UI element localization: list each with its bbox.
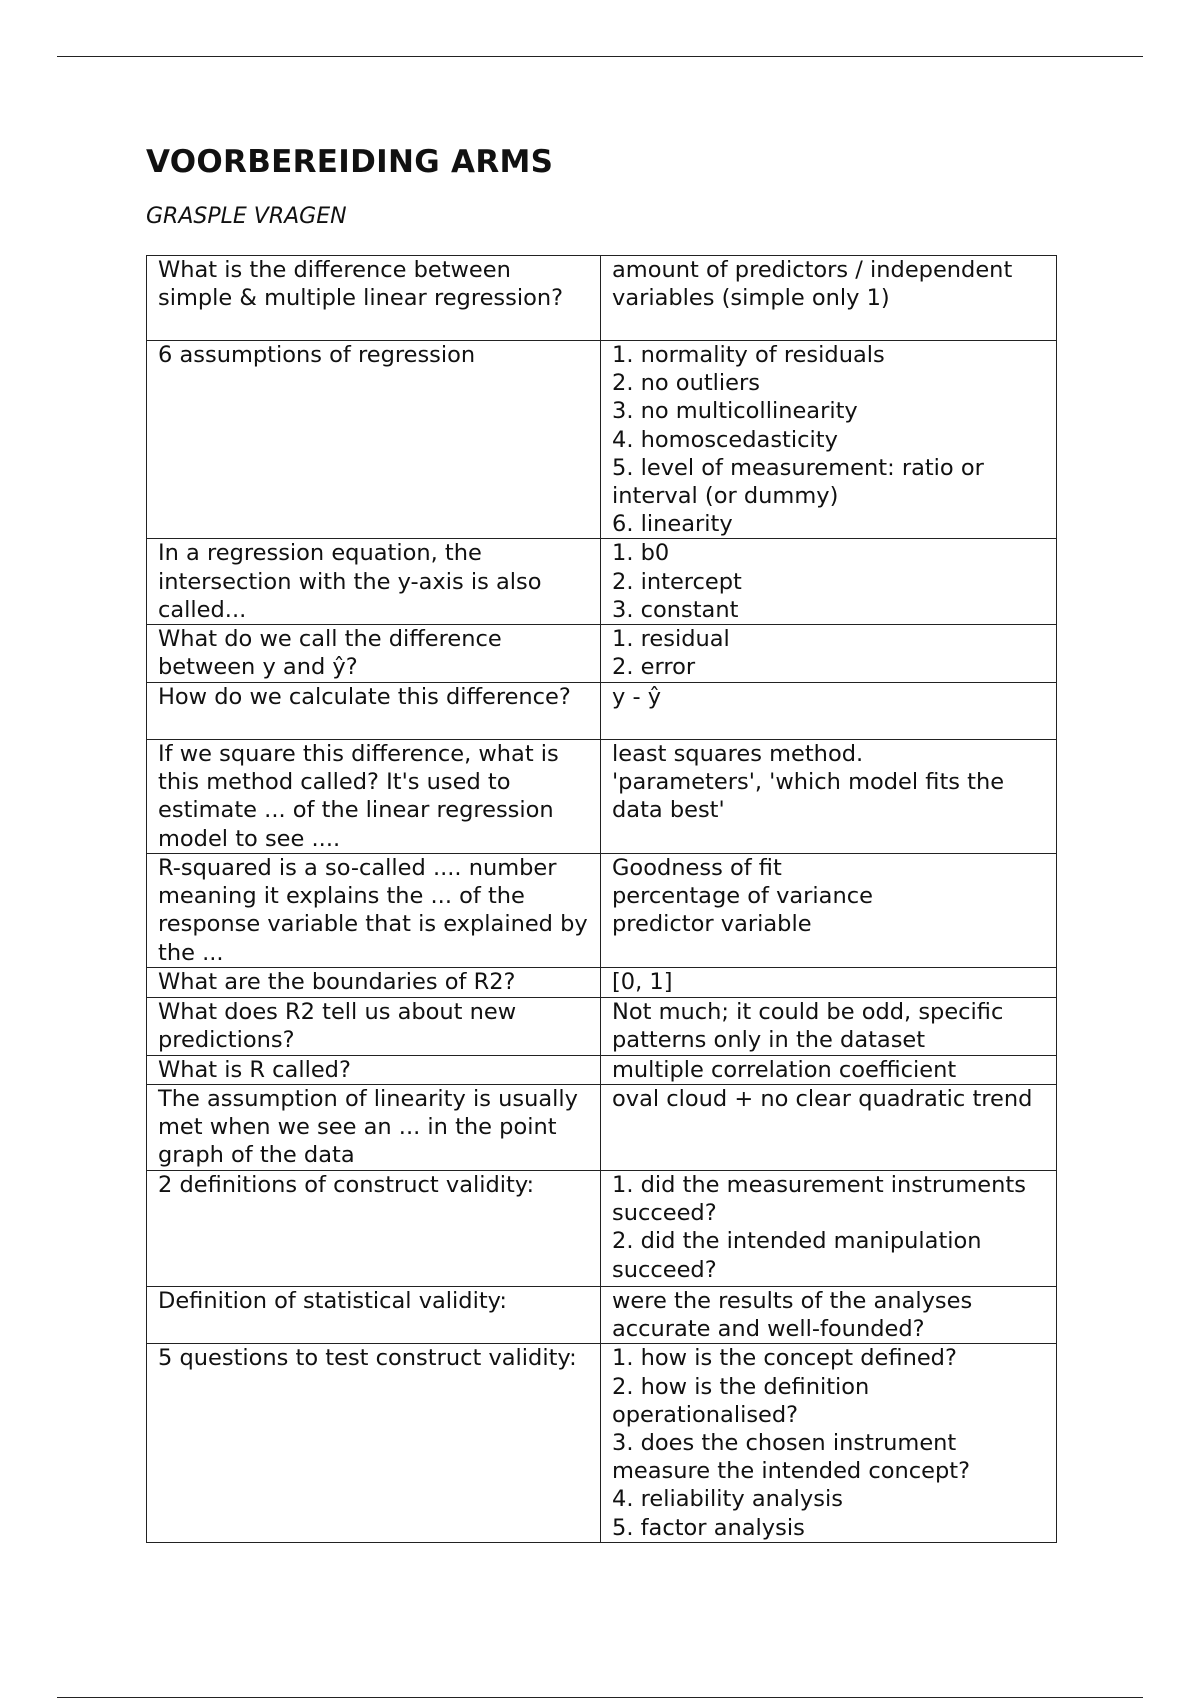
answer-cell: multiple correlation coefficient bbox=[601, 1055, 1057, 1084]
answer-cell: 1. normality of residuals 2. no outliers 3. no multicollinearity 4. homoscedasticity 5. level of measurement: ratio or interval (or dummy) 6. linearity bbox=[601, 341, 1057, 539]
table-row bbox=[147, 256, 1057, 341]
table-row bbox=[147, 854, 1057, 968]
question-cell: How do we calculate this difference? bbox=[147, 683, 601, 740]
question-cell: If we square this difference, what is this method called? It's used to estimate ... of the linear regression model to see .... bbox=[147, 740, 601, 854]
question-cell: 5 questions to test construct validity: bbox=[147, 1344, 601, 1543]
question-cell: What are the boundaries of R2? bbox=[147, 967, 601, 997]
table-row bbox=[147, 967, 1057, 997]
answer-cell: least squares method. 'parameters', 'which model fits the data best' bbox=[601, 740, 1057, 854]
table-row bbox=[147, 539, 1057, 625]
answer-cell: oval cloud + no clear quadratic trend bbox=[601, 1085, 1057, 1171]
table-row bbox=[147, 1171, 1057, 1287]
answer-cell: were the results of the analyses accurate and well-founded? bbox=[601, 1287, 1057, 1344]
question-cell: The assumption of linearity is usually met when we see an ... in the point graph of the data bbox=[147, 1085, 601, 1171]
question-cell: 2 definitions of construct validity: bbox=[147, 1171, 601, 1287]
answer-cell: Goodness of fit percentage of variance predictor variable bbox=[601, 854, 1057, 968]
table-row bbox=[147, 997, 1057, 1055]
table-row bbox=[147, 740, 1057, 854]
question-cell: What does R2 tell us about new predictions? bbox=[147, 997, 601, 1055]
answer-cell: y - ŷ bbox=[601, 683, 1057, 740]
table-row bbox=[147, 625, 1057, 683]
page-subtitle: GRASPLE VRAGEN bbox=[146, 204, 347, 229]
qa-table bbox=[146, 255, 1057, 1543]
table-row bbox=[147, 341, 1057, 539]
footer-rule bbox=[57, 1697, 1143, 1698]
answer-cell: Not much; it could be odd, specific patterns only in the dataset bbox=[601, 997, 1057, 1055]
table-row bbox=[147, 1055, 1057, 1084]
answer-cell: [0, 1] bbox=[601, 967, 1057, 997]
question-cell: In a regression equation, the intersection with the y-axis is also called... bbox=[147, 539, 601, 625]
answer-cell: 1. residual 2. error bbox=[601, 625, 1057, 683]
table-row bbox=[147, 1085, 1057, 1171]
table-row bbox=[147, 1287, 1057, 1344]
question-cell: What is R called? bbox=[147, 1055, 601, 1084]
answer-cell: amount of predictors / independent variables (simple only 1) bbox=[601, 256, 1057, 341]
table-row bbox=[147, 683, 1057, 740]
question-cell: R-squared is a so-called .... number meaning it explains the ... of the response variable that is explained by the ... bbox=[147, 854, 601, 968]
answer-cell: 1. how is the concept defined? 2. how is the definition operationalised? 3. does the chosen instrument measure the intended concept? 4. reliability analysis 5. factor analysis bbox=[601, 1344, 1057, 1543]
question-cell: Definition of statistical validity: bbox=[147, 1287, 601, 1344]
answer-cell: 1. did the measurement instruments succeed? 2. did the intended manipulation succeed? bbox=[601, 1171, 1057, 1287]
question-cell: What is the difference between simple & multiple linear regression? bbox=[147, 256, 601, 341]
page-title: VOORBEREIDING ARMS bbox=[146, 144, 554, 180]
header-rule bbox=[57, 56, 1143, 57]
answer-cell: 1. b0 2. intercept 3. constant bbox=[601, 539, 1057, 625]
question-cell: 6 assumptions of regression bbox=[147, 341, 601, 539]
question-cell: What do we call the difference between y and ŷ? bbox=[147, 625, 601, 683]
table-row bbox=[147, 1344, 1057, 1543]
